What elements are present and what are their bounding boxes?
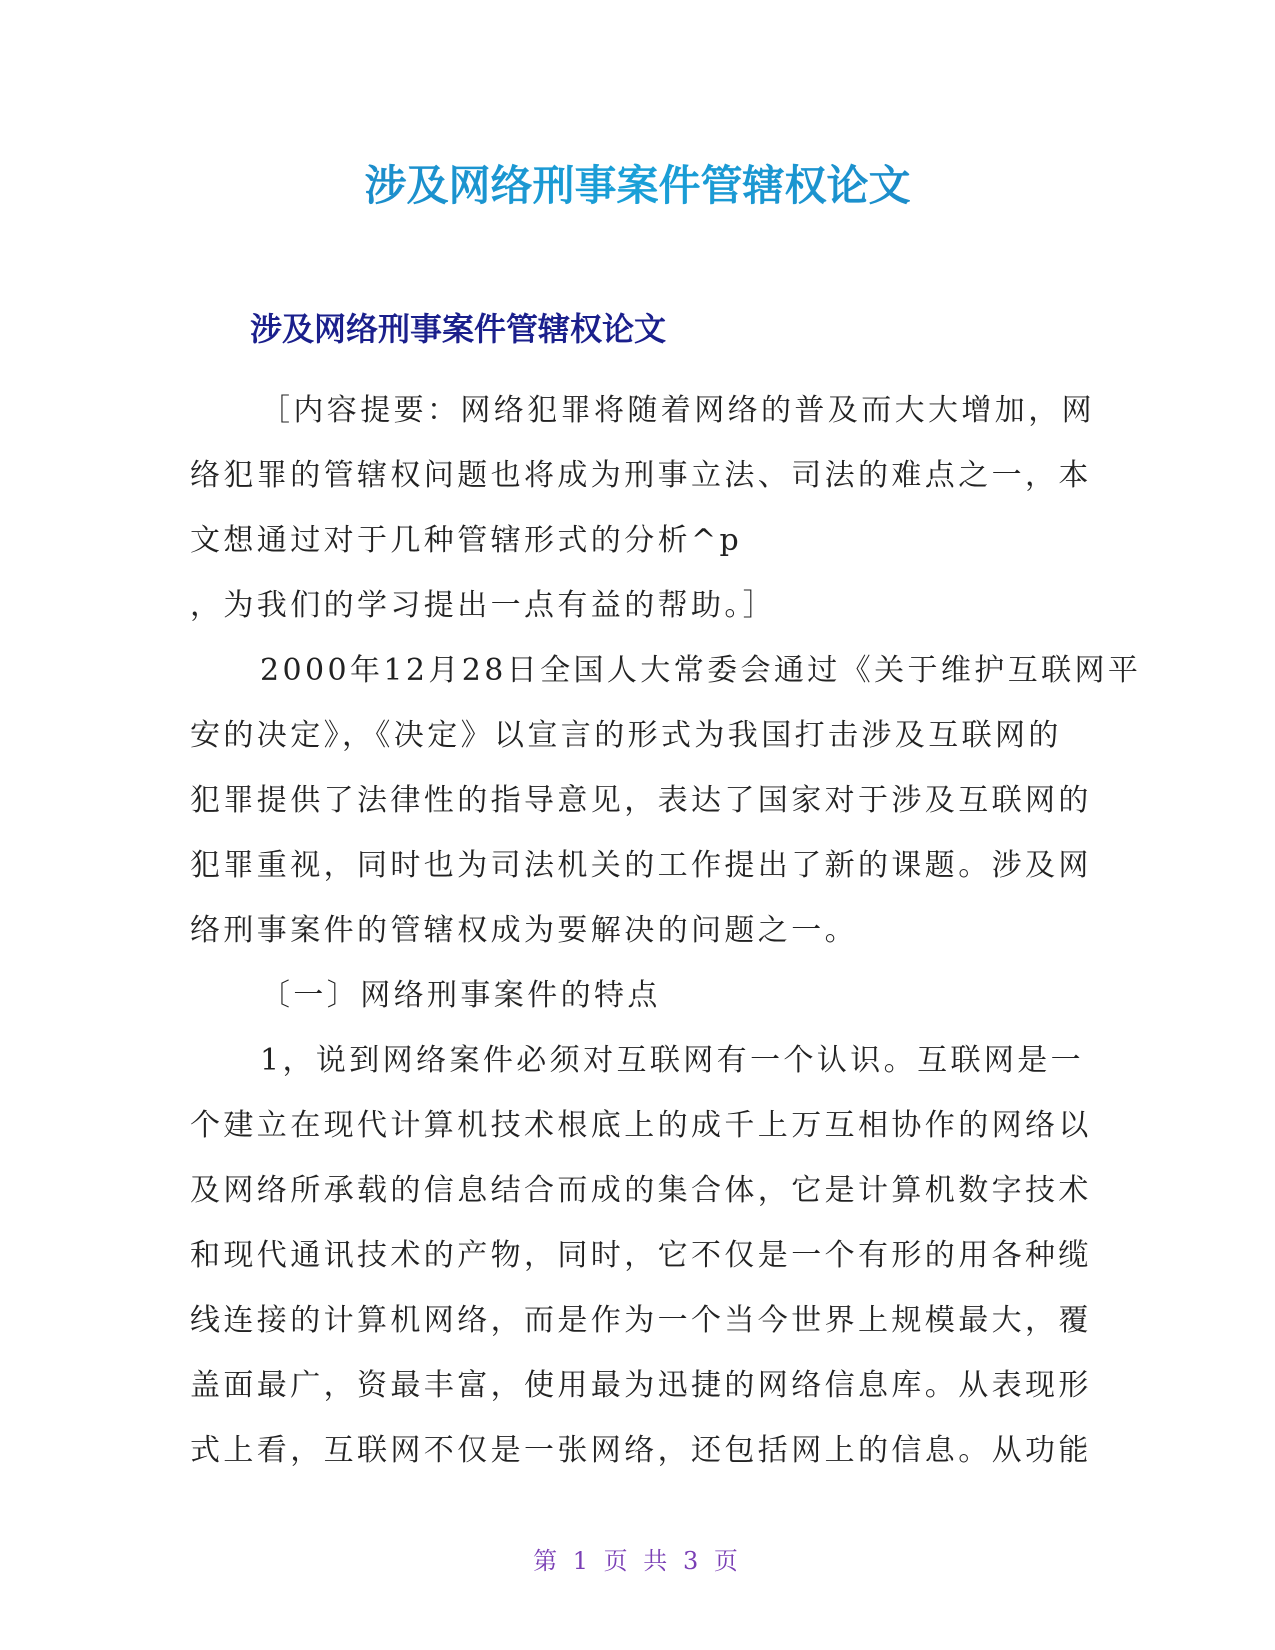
document-subtitle: 涉及网络刑事案件管辖权论文 (250, 310, 667, 348)
paragraph-line: 1，说到网络案件必须对互联网有一个认识。互联网是一 (260, 1043, 1085, 1078)
paragraph-line: 络犯罪的管辖权问题也将成为刑事立法、司法的难点之一，本 (190, 458, 1092, 493)
paragraph-line: ［内容提要：网络犯罪将随着网络的普及而大大增加，网 (260, 393, 1095, 428)
page-footer: 第 1 页 共 3 页 (533, 1547, 742, 1575)
paragraph-line: 式上看，互联网不仅是一张网络，还包括网上的信息。从功能 (190, 1433, 1092, 1468)
paragraph-line: 和现代通讯技术的产物，同时，它不仅是一个有形的用各种缆 (190, 1238, 1092, 1273)
section-heading: 〔一〕网络刑事案件的特点 (260, 978, 661, 1013)
paragraph-line: 络刑事案件的管辖权成为要解决的问题之一。 (190, 913, 858, 948)
paragraph-line: 个建立在现代计算机技术根底上的成千上万互相协作的网络以 (190, 1108, 1092, 1143)
body-text (190, 378, 1142, 1483)
paragraph-line: ，为我们的学习提出一点有益的帮助。］ (190, 588, 777, 623)
document-title: 涉及网络刑事案件管辖权论文 (0, 158, 1275, 214)
paragraph-line: 盖面最广，资最丰富，使用最为迅捷的网络信息库。从表现形 (190, 1368, 1092, 1403)
paragraph-line: 文想通过对于几种管辖形式的分析^p (190, 523, 743, 558)
paragraph-line: 线连接的计算机网络，而是作为一个当今世界上规模最大，覆 (190, 1303, 1092, 1338)
paragraph-line: 犯罪重视，同时也为司法机关的工作提出了新的课题。涉及网 (190, 848, 1092, 883)
paragraph-line: 安的决定》，《决定》以宣言的形式为我国打击涉及互联网的 (190, 718, 1062, 753)
paragraph-line: 及网络所承载的信息结合而成的集合体，它是计算机数字技术 (190, 1173, 1092, 1208)
paragraph-line: 2000年12月28日全国人大常委会通过《关于维护互联网平 (260, 653, 1142, 688)
paragraph-line: 犯罪提供了法律性的指导意见，表达了国家对于涉及互联网的 (190, 783, 1092, 818)
